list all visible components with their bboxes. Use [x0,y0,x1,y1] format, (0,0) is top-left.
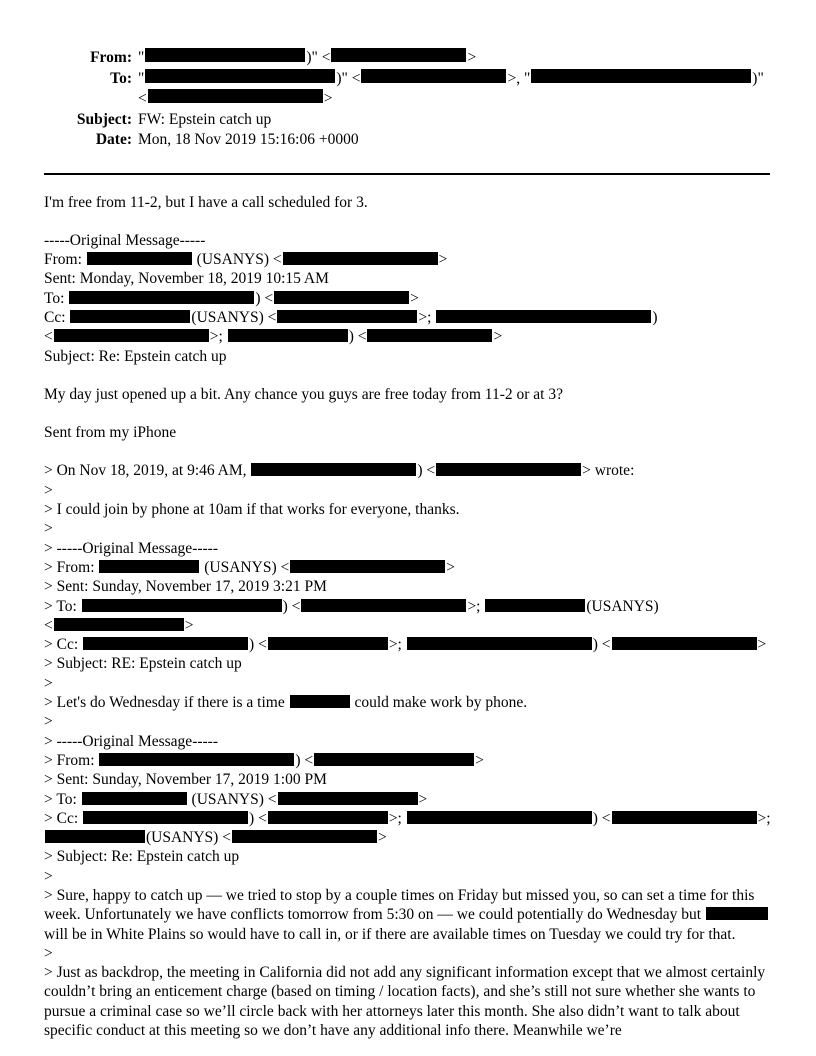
to-value-cont [138,89,770,110]
orig3-cc [44,809,770,828]
orig1-to-close: > [410,289,419,307]
orig3-to-org: (USANYS) < [191,790,277,808]
to-gt: >, " [507,69,531,87]
para-sure-a: > Sure, happy to catch up — we tried to stop by a couple times on Friday but missed you, so can set a time for this week. Unfortunately we have conflicts tomorrow from 5:30 on — we could potentially do Wednesday but [44,887,755,924]
orig1-cc-sep2: >; [209,328,227,346]
orig3-to [44,790,770,809]
redaction-bar [407,637,592,650]
redaction-bar [361,69,506,83]
orig1-cc-lt: < [44,328,53,346]
header-divider [44,173,770,175]
spacer [44,404,770,423]
para-sure-b: will be in White Plains so would have to call in, or if there are available times on Tuesday we could try for that. [44,925,736,943]
orig2-cc-sep: >; [388,636,406,654]
orig2-cc-label: > Cc: [44,636,79,654]
intro-line: I'm free from 11-2, but I have a call scheduled for 3. [44,193,368,211]
redaction-bar [274,291,409,304]
spacer [44,442,770,461]
quoted-on-line [44,461,770,480]
orig3-cc-label: > Cc: [44,809,79,827]
orig3-cc-mid: ) < [249,809,267,827]
redaction-bar [70,310,190,323]
signature-line: Sent from my iPhone [44,424,177,442]
redaction-bar [436,463,581,476]
orig3-to-close: > [418,790,428,808]
redaction-bar [612,811,757,824]
orig1-to-label: To: [44,289,65,307]
orig-divider-2: > -----Original Message----- [44,539,218,557]
quoted-gt: > [44,674,53,692]
redaction-bar [331,48,466,62]
orig3-from [44,751,770,770]
orig2-to-cont [44,616,770,635]
redaction-bar [145,48,305,62]
orig3-cc-mid2: ) < [592,809,611,827]
orig1-subject: Subject: Re: Epstein catch up [44,347,227,365]
redaction-bar [145,69,335,83]
orig3-from-label: > From: [44,751,95,769]
orig3-cc-org2: (USANYS) < [146,829,231,847]
to-paren2: )" [752,69,764,87]
to-lt2: < [138,90,147,107]
redaction-bar [251,463,416,476]
to-paren: )" [336,69,348,87]
redaction-bar [314,753,474,766]
orig1-from-label: From: [44,251,82,269]
redaction-bar [301,599,466,612]
orig3-cc-sep2: >; [757,809,771,827]
to-gt2: > [323,90,333,107]
redaction-bar [436,310,651,323]
orig2-to-close: > [184,616,194,634]
header-row-to [44,69,770,90]
redaction-bar [367,329,492,342]
redaction-bar [83,811,248,824]
orig1-cc [44,308,770,327]
email-header [44,48,770,151]
redaction-bar [99,753,294,766]
orig2-from [44,558,770,577]
orig1-from-close: > [438,251,448,269]
quoted-gt: > [44,713,53,731]
orig2-subject: > Subject: RE: Epstein catch up [44,655,242,673]
to-label: To: [110,69,132,87]
to-quote: " [138,69,145,87]
redaction-bar [290,695,350,708]
redaction-bar [54,329,209,342]
orig-divider-1: -----Original Message----- [44,231,206,249]
from-quote: " [138,49,145,66]
orig3-sent: > Sent: Sunday, November 17, 2019 1:00 PM [44,771,327,789]
orig2-cc-close: > [757,636,767,654]
redaction-bar [485,599,585,612]
quoted-on-mid: ) < [417,462,436,480]
orig1-to-mid: ) < [255,289,274,307]
redaction-bar [54,618,184,631]
redaction-bar [531,69,751,83]
orig3-to-label: > To: [44,790,77,808]
redaction-bar [290,560,445,573]
orig3-subject: > Subject: Re: Epstein catch up [44,848,240,866]
orig3-from-mid: ) < [295,751,314,769]
to-value [138,69,770,90]
para-sure [44,886,770,944]
redaction-bar [99,560,199,573]
orig2-from-label: > From: [44,558,95,576]
para-backdrop: > Just as backdrop, the meeting in California did not add any significant information except that we almost certainly couldn’t bring an enticement charge (based on timing / location facts), and she’s still not sure whether she wants to pursue a criminal case so we’ll circle back with her attorneys later this month. She also didn’t want to talk about specific conduct at this meeting so we don’t have any additional info there. Meanwhile we’re [44,964,766,1040]
orig-divider-3: > -----Original Message----- [44,732,218,750]
from-paren: )" [306,49,318,66]
from-label: From: [90,49,132,66]
orig2-to-mid: ) < [282,597,301,615]
redaction-bar [45,830,145,843]
orig3-cc-close2: > [377,829,387,847]
orig2-cc-mid2: ) < [592,636,611,654]
redaction-bar [148,89,323,103]
redaction-bar [277,310,417,323]
header-row-subject [44,110,770,131]
redaction-bar [228,329,348,342]
subject-value: FW: Epstein catch up [138,110,272,128]
orig2-cc [44,635,770,654]
spacer [44,366,770,385]
header-row-date [44,130,770,151]
orig2-sent: > Sent: Sunday, November 17, 2019 3:21 PM [44,578,327,596]
redaction-bar [82,599,282,612]
orig1-cc-org: (USANYS) < [191,308,277,326]
redaction-bar [232,830,377,843]
orig1-cc-close2: > [493,328,503,346]
quoted-wednesday-line [44,693,770,712]
wednesday-text-b: could make work by phone. [350,694,528,712]
redaction-bar [83,637,248,650]
orig1-cc-label: Cc: [44,308,66,326]
orig2-to-sep: >; [467,597,485,615]
date-value: Mon, 18 Nov 2019 15:16:06 +0000 [138,131,359,148]
orig2-to-label: > To: [44,597,77,615]
orig1-cc-cont [44,327,770,346]
redaction-bar [407,811,592,824]
from-lt: < [321,49,331,66]
orig3-from-close: > [475,751,484,769]
header-row-to-cont [44,89,770,110]
to-lt: < [351,69,361,87]
orig2-from-close: > [446,558,455,576]
orig1-sent: Sent: Monday, November 18, 2019 10:15 AM [44,270,329,288]
orig2-from-org: (USANYS) < [204,558,290,576]
orig1-from-org: (USANYS) < [196,251,282,269]
redaction-bar [268,811,388,824]
quoted-phone-line: > I could join by phone at 10am if that works for everyone, thanks. [44,501,460,519]
redaction-bar [278,792,418,805]
redaction-bar [283,252,438,265]
email-body [44,193,770,1041]
redaction-bar [87,252,192,265]
orig3-cc-sep: >; [388,809,406,827]
orig1-cc-sep1: >; [418,308,436,326]
quoted-on-prefix: > On Nov 18, 2019, at 9:46 AM, [44,462,251,480]
quoted-gt: > [44,520,53,538]
redaction-bar [612,637,757,650]
quoted-on-suffix: > wrote: [582,462,635,480]
orig1-to [44,289,770,308]
from-gt: > [467,49,477,66]
orig1-cc-close1: ) [652,308,658,326]
redaction-bar [268,637,388,650]
header-row-from [44,48,770,69]
orig1-cc-mid2: ) < [348,328,367,346]
orig2-to [44,597,770,616]
para-opened-up: My day just opened up a bit. Any chance you guys are free today from 11-2 or at 3? [44,385,563,403]
subject-label: Subject: [76,110,132,128]
date-label: Date: [95,131,132,148]
quoted-gt: > [44,867,53,885]
orig2-to-org: (USANYS) [586,597,659,615]
quoted-gt: > [44,944,53,962]
redaction-bar [82,792,187,805]
spacer [44,212,770,231]
from-value [138,48,770,69]
redaction-bar [706,907,768,920]
orig2-to-lt: < [44,616,53,634]
redaction-bar [69,291,254,304]
wednesday-text-a: > Let's do Wednesday if there is a time [44,694,289,712]
orig3-cc-cont [44,828,770,847]
quoted-gt: > [44,481,53,499]
orig1-from [44,250,770,269]
orig2-cc-mid: ) < [249,636,267,654]
